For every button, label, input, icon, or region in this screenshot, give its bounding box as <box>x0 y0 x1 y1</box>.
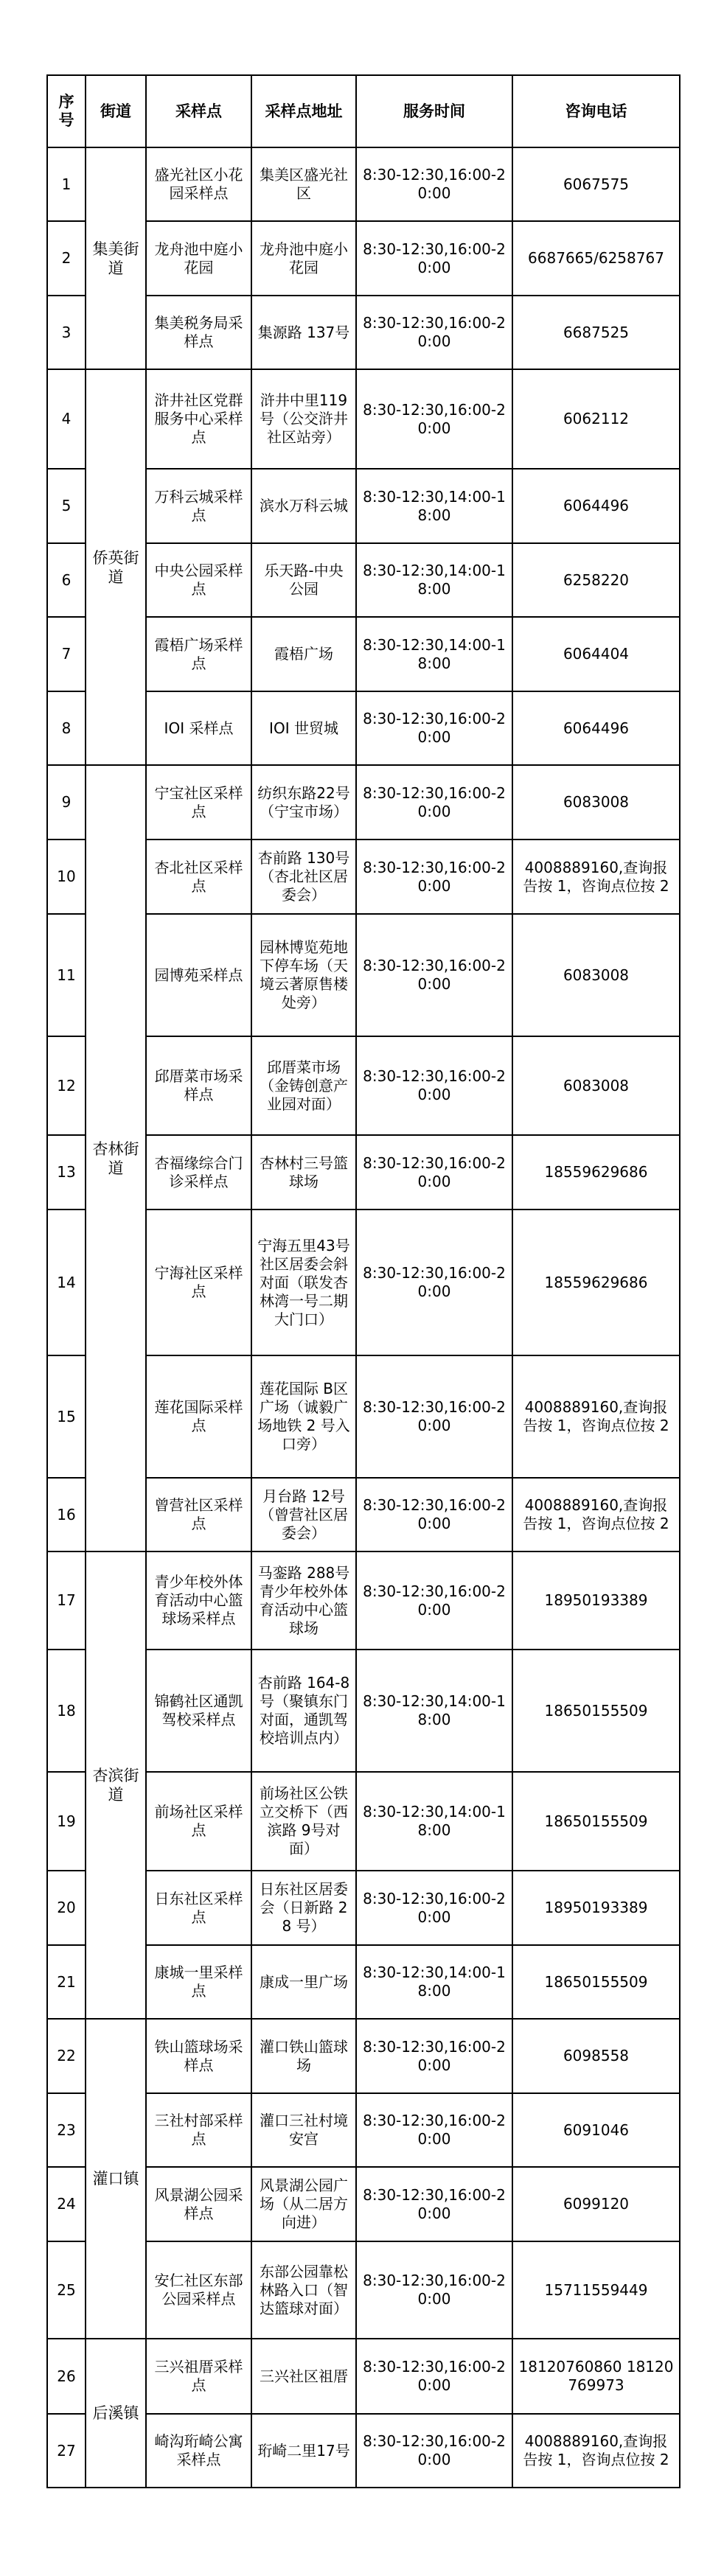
time-cell: 8:30-12:30,16:00-20:00 <box>356 840 512 914</box>
time-cell: 8:30-12:30,16:00-20:00 <box>356 1871 512 1945</box>
site-cell: 锦鹤社区通凯驾校采样点 <box>146 1650 251 1772</box>
address-cell: 月台路 12号（曾营社区居委会） <box>251 1478 356 1551</box>
time-cell: 8:30-12:30,16:00-20:00 <box>356 691 512 765</box>
phone-cell: 18650155509 <box>512 1650 680 1772</box>
site-cell: 莲花国际采样点 <box>146 1355 251 1478</box>
header-address: 采样点地址 <box>251 75 356 147</box>
time-cell: 8:30-12:30,14:00-18:00 <box>356 1650 512 1772</box>
phone-cell: 6091046 <box>512 2093 680 2167</box>
time-cell: 8:30-12:30,16:00-20:00 <box>356 914 512 1036</box>
address-cell: 杏前路 164-8 号（聚镇东门对面，通凯驾校培训点内） <box>251 1650 356 1772</box>
header-service-time: 服务时间 <box>356 75 512 147</box>
site-cell: 前场社区采样点 <box>146 1772 251 1871</box>
address-cell: 杏林村三号篮球场 <box>251 1135 356 1210</box>
time-cell: 8:30-12:30,16:00-20:00 <box>356 2241 512 2339</box>
row-index: 4 <box>47 369 86 469</box>
site-cell: 邱厝菜市场采样点 <box>146 1036 251 1135</box>
table-row <box>47 147 680 221</box>
address-cell: 滨水万科云城 <box>251 469 356 543</box>
phone-cell: 6064496 <box>512 469 680 543</box>
row-index: 11 <box>47 914 86 1036</box>
site-cell: 康城一里采样点 <box>146 1945 251 2019</box>
row-index: 13 <box>47 1135 86 1210</box>
site-cell: 万科云城采样点 <box>146 469 251 543</box>
site-cell: 三社村部采样点 <box>146 2093 251 2167</box>
site-cell: 园博苑采样点 <box>146 914 251 1036</box>
site-cell: 青少年校外体育活动中心篮球场采样点 <box>146 1551 251 1650</box>
phone-cell: 6099120 <box>512 2167 680 2241</box>
site-cell: 霞梧广场采样点 <box>146 617 251 691</box>
time-cell: 8:30-12:30,14:00-18:00 <box>356 543 512 617</box>
row-index: 5 <box>47 469 86 543</box>
address-cell: 集源路 137号 <box>251 296 356 369</box>
time-cell: 8:30-12:30,16:00-20:00 <box>356 2093 512 2167</box>
header-street: 街道 <box>86 75 146 147</box>
phone-cell: 6083008 <box>512 914 680 1036</box>
site-cell: 杏福缘综合门诊采样点 <box>146 1135 251 1210</box>
street-cell: 灌口镇 <box>86 2019 146 2339</box>
site-cell: 三兴祖厝采样点 <box>146 2339 251 2414</box>
address-cell: 浒井中里119号（公交浒井社区站旁） <box>251 369 356 469</box>
time-cell: 8:30-12:30,14:00-18:00 <box>356 1945 512 2019</box>
row-index: 12 <box>47 1036 86 1135</box>
phone-cell: 6687525 <box>512 296 680 369</box>
time-cell: 8:30-12:30,14:00-18:00 <box>356 617 512 691</box>
street-cell: 杏滨街道 <box>86 1551 146 2019</box>
address-cell: 乐天路-中央公园 <box>251 543 356 617</box>
time-cell: 8:30-12:30,16:00-20:00 <box>356 765 512 840</box>
phone-cell: 18650155509 <box>512 1772 680 1871</box>
time-cell: 8:30-12:30,16:00-20:00 <box>356 1551 512 1650</box>
row-index: 19 <box>47 1772 86 1871</box>
phone-cell: 6083008 <box>512 765 680 840</box>
time-cell: 8:30-12:30,16:00-20:00 <box>356 1355 512 1478</box>
address-cell: 风景湖公园广场（从二居方向进） <box>251 2167 356 2241</box>
street-cell: 后溪镇 <box>86 2339 146 2488</box>
address-cell: 宁海五里43号社区居委会斜对面（联发杏林湾一号二期大门口） <box>251 1210 356 1355</box>
site-cell: IOI 采样点 <box>146 691 251 765</box>
sampling-site-table <box>46 74 681 2488</box>
site-cell: 崎沟珩崎公寓采样点 <box>146 2414 251 2488</box>
phone-cell: 4008889160,查询报告按 1，咨询点位按 2 <box>512 1355 680 1478</box>
address-cell: 日东社区居委会（日新路 28 号） <box>251 1871 356 1945</box>
row-index: 25 <box>47 2241 86 2339</box>
phone-cell: 18120760860 18120769973 <box>512 2339 680 2414</box>
address-cell: 莲花国际 B区广场（诚毅广场地铁 2 号入口旁） <box>251 1355 356 1478</box>
time-cell: 8:30-12:30,16:00-20:00 <box>356 296 512 369</box>
header-phone: 咨询电话 <box>512 75 680 147</box>
phone-cell: 6083008 <box>512 1036 680 1135</box>
time-cell: 8:30-12:30,16:00-20:00 <box>356 2414 512 2488</box>
time-cell: 8:30-12:30,16:00-20:00 <box>356 1478 512 1551</box>
street-cell: 集美街道 <box>86 147 146 369</box>
row-index: 9 <box>47 765 86 840</box>
row-index: 17 <box>47 1551 86 1650</box>
phone-cell: 6258220 <box>512 543 680 617</box>
phone-cell: 18950193389 <box>512 1871 680 1945</box>
time-cell: 8:30-12:30,16:00-20:00 <box>356 1135 512 1210</box>
site-cell: 铁山篮球场采样点 <box>146 2019 251 2093</box>
row-index: 7 <box>47 617 86 691</box>
row-index: 6 <box>47 543 86 617</box>
site-cell: 浒井社区党群服务中心采样点 <box>146 369 251 469</box>
phone-cell: 6098558 <box>512 2019 680 2093</box>
row-index: 22 <box>47 2019 86 2093</box>
address-cell: 马銮路 288号青少年校外体育活动中心篮球场 <box>251 1551 356 1650</box>
time-cell: 8:30-12:30,16:00-20:00 <box>356 369 512 469</box>
phone-cell: 4008889160,查询报告按 1，咨询点位按 2 <box>512 1478 680 1551</box>
site-cell: 曾营社区采样点 <box>146 1478 251 1551</box>
address-cell: 龙舟池中庭小花园 <box>251 221 356 296</box>
row-index: 16 <box>47 1478 86 1551</box>
row-index: 20 <box>47 1871 86 1945</box>
phone-cell: 18650155509 <box>512 1945 680 2019</box>
row-index: 8 <box>47 691 86 765</box>
time-cell: 8:30-12:30,16:00-20:00 <box>356 147 512 221</box>
table-row <box>47 765 680 840</box>
time-cell: 8:30-12:30,16:00-20:00 <box>356 2339 512 2414</box>
row-index: 14 <box>47 1210 86 1355</box>
site-cell: 杏北社区采样点 <box>146 840 251 914</box>
address-cell: 集美区盛光社区 <box>251 147 356 221</box>
row-index: 24 <box>47 2167 86 2241</box>
phone-cell: 6067575 <box>512 147 680 221</box>
phone-cell: 4008889160,查询报告按 1，咨询点位按 2 <box>512 840 680 914</box>
site-cell: 盛光社区小花园采样点 <box>146 147 251 221</box>
table-row <box>47 369 680 469</box>
row-index: 21 <box>47 1945 86 2019</box>
table-row <box>47 2019 680 2093</box>
phone-cell: 15711559449 <box>512 2241 680 2339</box>
row-index: 3 <box>47 296 86 369</box>
phone-cell: 6687665/6258767 <box>512 221 680 296</box>
site-cell: 风景湖公园采样点 <box>146 2167 251 2241</box>
table-row <box>47 2339 680 2414</box>
header-index: 序号 <box>47 75 86 147</box>
row-index: 18 <box>47 1650 86 1772</box>
address-cell: 邱厝菜市场（金铸创意产业园对面） <box>251 1036 356 1135</box>
phone-cell: 4008889160,查询报告按 1，咨询点位按 2 <box>512 2414 680 2488</box>
row-index: 26 <box>47 2339 86 2414</box>
address-cell: 园林博览苑地下停车场（天境云著原售楼处旁） <box>251 914 356 1036</box>
time-cell: 8:30-12:30,14:00-18:00 <box>356 469 512 543</box>
address-cell: 东部公园靠松林路入口（智达篮球对面） <box>251 2241 356 2339</box>
table-header-row <box>47 75 680 147</box>
address-cell: 纺织东路22号（宁宝市场） <box>251 765 356 840</box>
time-cell: 8:30-12:30,16:00-20:00 <box>356 2019 512 2093</box>
address-cell: 珩崎二里17号 <box>251 2414 356 2488</box>
phone-cell: 18559629686 <box>512 1135 680 1210</box>
site-cell: 宁宝社区采样点 <box>146 765 251 840</box>
address-cell: 灌口铁山篮球场 <box>251 2019 356 2093</box>
time-cell: 8:30-12:30,16:00-20:00 <box>356 1036 512 1135</box>
phone-cell: 6064496 <box>512 691 680 765</box>
row-index: 10 <box>47 840 86 914</box>
site-cell: 集美税务局采样点 <box>146 296 251 369</box>
row-index: 27 <box>47 2414 86 2488</box>
phone-cell: 18950193389 <box>512 1551 680 1650</box>
address-cell: 杏前路 130号（杏北社区居委会） <box>251 840 356 914</box>
address-cell: IOI 世贸城 <box>251 691 356 765</box>
street-cell: 杏林街道 <box>86 765 146 1551</box>
header-site: 采样点 <box>146 75 251 147</box>
phone-cell: 18559629686 <box>512 1210 680 1355</box>
time-cell: 8:30-12:30,16:00-20:00 <box>356 1210 512 1355</box>
row-index: 15 <box>47 1355 86 1478</box>
site-cell: 宁海社区采样点 <box>146 1210 251 1355</box>
table-row <box>47 1551 680 1650</box>
phone-cell: 6062112 <box>512 369 680 469</box>
row-index: 23 <box>47 2093 86 2167</box>
street-cell: 侨英街道 <box>86 369 146 765</box>
address-cell: 灌口三社村境安宫 <box>251 2093 356 2167</box>
time-cell: 8:30-12:30,14:00-18:00 <box>356 1772 512 1871</box>
row-index: 2 <box>47 221 86 296</box>
phone-cell: 6064404 <box>512 617 680 691</box>
site-cell: 龙舟池中庭小花园 <box>146 221 251 296</box>
site-cell: 安仁社区东部公园采样点 <box>146 2241 251 2339</box>
row-index: 1 <box>47 147 86 221</box>
site-cell: 中央公园采样点 <box>146 543 251 617</box>
address-cell: 霞梧广场 <box>251 617 356 691</box>
site-cell: 日东社区采样点 <box>146 1871 251 1945</box>
address-cell: 康成一里广场 <box>251 1945 356 2019</box>
time-cell: 8:30-12:30,16:00-20:00 <box>356 2167 512 2241</box>
address-cell: 前场社区公铁立交桥下（西滨路 9号对面） <box>251 1772 356 1871</box>
address-cell: 三兴社区祖厝 <box>251 2339 356 2414</box>
time-cell: 8:30-12:30,16:00-20:00 <box>356 221 512 296</box>
